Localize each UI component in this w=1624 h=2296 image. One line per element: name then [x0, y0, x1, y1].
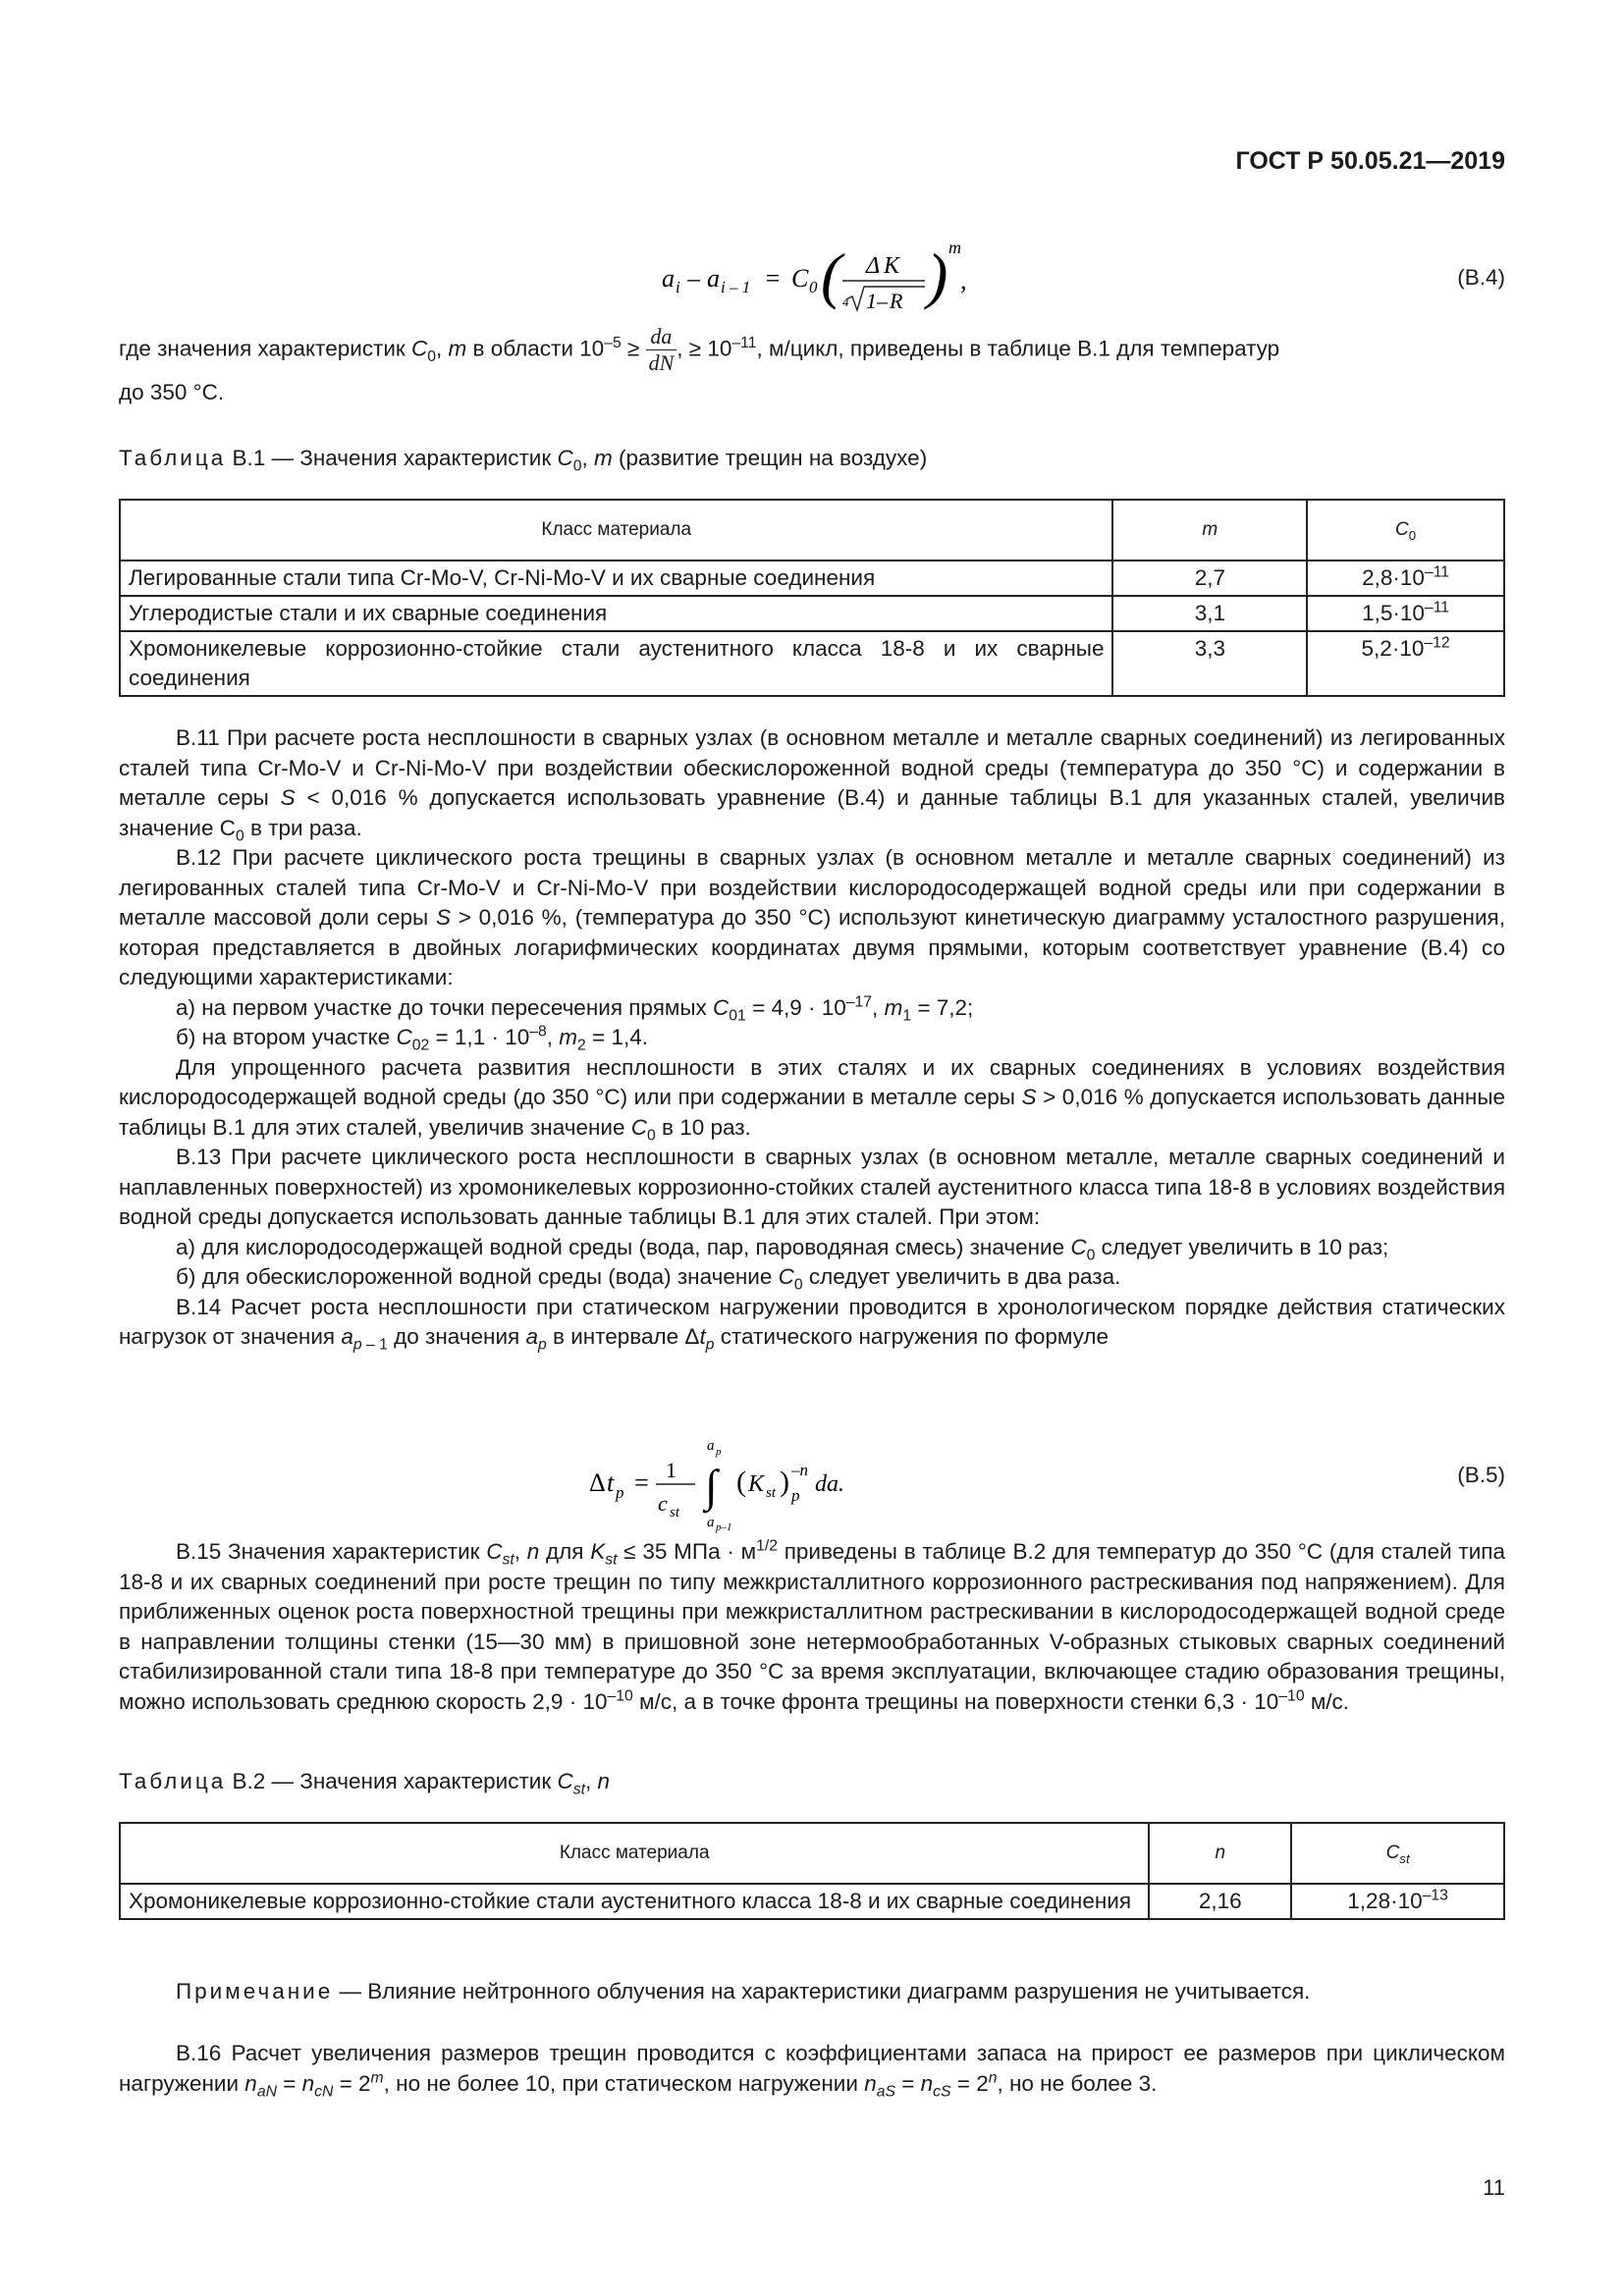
table1-header-c0: $C_0$ [1307, 500, 1504, 561]
body-section-1 [119, 723, 1505, 1353]
body-section-2 [119, 1537, 1505, 1717]
table-row [120, 1884, 1504, 1919]
table1-cell-m: 2,7 [1112, 561, 1307, 596]
table1-cell-m: 3,3 [1112, 631, 1307, 696]
svg-text:0: 0 [809, 278, 818, 296]
svg-text:): ) [927, 240, 948, 310]
table1-cell-c0: $1,5\cdot 10^{-11}$ [1307, 596, 1504, 631]
formula-b5 [579, 1428, 893, 1536]
svg-text:p–1: p–1 [716, 1522, 732, 1533]
formula-b4 [648, 236, 1001, 324]
svg-text:–: – [687, 264, 700, 293]
table1-cell-material: Углеродистые стали и их сварные соединения [120, 596, 1112, 631]
paragraph-b12: В.12 При расчете циклического роста трещины в сварных узлах (в основном металле и металле сварных соединений) из легированных сталей типа Cr-Mo-V и Cr-Ni-Mo-V при воздействии кислородосодержащей водной среды или при содержании в металле массовой доли серы S > 0,016 %, (температура до 350 °С) используют кинетическую диаграмму усталостного разрушения, которая представляется в двойных логарифмических координатах двумя прямыми, которым соответствует уравнение (В.4) со следующими характеристиками: [119, 845, 1505, 989]
svg-text:(: ( [821, 240, 842, 310]
svg-text:a: a [707, 264, 720, 293]
svg-text:p: p [791, 1486, 800, 1505]
svg-text:C: C [791, 264, 809, 293]
table-row [120, 561, 1504, 596]
svg-text:i: i [676, 278, 680, 296]
svg-text:a: a [707, 1438, 715, 1454]
table1-cell-c0: $5,2\cdot 10^{-12}$ [1307, 631, 1504, 696]
svg-text:=: = [634, 1468, 649, 1497]
svg-text:4: 4 [842, 294, 849, 309]
note [119, 1977, 1505, 2007]
svg-text:Δ: Δ [866, 253, 881, 279]
svg-text:1: 1 [666, 1458, 677, 1482]
svg-text:a: a [707, 1515, 715, 1530]
table2-cell-cst: $1,28\cdot 10^{-13}$ [1291, 1884, 1504, 1919]
svg-text:c: c [658, 1491, 668, 1516]
note-prefix: Примечание [176, 1979, 334, 2003]
svg-text:st: st [670, 1505, 680, 1521]
table2-header-material: Класс материала [120, 1823, 1149, 1884]
svg-text:): ) [780, 1466, 789, 1498]
paragraph-b12-b: б) на втором участке $C_{02} = 1,1 \cdot 10^{-8}$, $m_2 = 1,4$. [176, 1023, 648, 1054]
note-text: — Влияние нейтронного облучения на характеристики диаграмм разрушения не учитывается. [333, 1979, 1311, 2003]
paragraph-b12-a: а) на первом участке до точки пересечения прямых $C_{01} = 4,9 \cdot 10^{-17}$, $m_1 = 7,2$; [176, 993, 974, 1024]
table1-header-material: Класс материала [120, 500, 1112, 561]
table2-header-cst: $C_{st}$ [1291, 1823, 1504, 1884]
table-row [120, 596, 1504, 631]
formula-b4-graphic [648, 236, 1001, 324]
table-row [120, 631, 1504, 696]
svg-text:R: R [890, 289, 903, 313]
svg-text:K: K [884, 253, 900, 279]
table1-caption: Таблица В.1 — Значения характеристик $C_0$, m (развитие трещин на воздухе) [119, 446, 928, 475]
table1-header-m: m [1112, 500, 1307, 561]
intro-text: где значения характеристик $C_0$, m в области $10^{-5}$ ≥ $\frac{da}{dN}$ , ≥ $10^{-11}$, м/цикл, приведены в таблице В.1 для температур до 350 °С. [119, 324, 1505, 408]
table2-cell-n: 2,16 [1149, 1884, 1291, 1919]
table2-caption: Таблица В.2 — Значения характеристик $C_{st}$, n [119, 1769, 611, 1798]
svg-text:∫: ∫ [705, 1461, 718, 1511]
page-number: 11 [1483, 2175, 1505, 2200]
table-b1 [119, 499, 1505, 697]
svg-text:p: p [616, 1483, 624, 1502]
da-dN-fraction: $\frac{da}{dN}$ [646, 324, 677, 376]
paragraph-b11: В.11 При расчете роста несплошности в сварных узлах (в основном металле и металле сварных соединений) из легированных сталей типа Cr-Mo-V и Cr-Ni-Mo-V при воздействии обескислороженной водной среды (температура до 350 °С) и содержании в металле серы S < 0,016 % допускается использовать уравнение (В.4) и данные таблицы В.1 для указанных сталей, увеличив значение $С_0$ в три раза. [119, 725, 1505, 844]
svg-text:p: p [716, 1446, 722, 1458]
svg-text:a: a [662, 264, 675, 293]
table1-cell-material: Легированные стали типа Cr-Mo-V, Cr-Ni-Mo-V и их сварные соединения [120, 561, 1112, 596]
svg-text:i – 1: i – 1 [721, 278, 751, 296]
svg-text:t: t [607, 1468, 615, 1497]
paragraph-b12-c: Для упрощенного расчета развития несплошности в этих сталях и их сварных соединениях в условиях воздействия кислородосодержащей водной среды (до 350 °С) или при содержании в металле серы S > 0,016 % допускается использовать данные таблицы В.1 для этих сталей, увеличив значение $C_0$ в 10 раз. [119, 1054, 1505, 1144]
table2-header-n: n [1149, 1823, 1291, 1884]
document-id: ГОСТ Р 50.05.21—2019 [1235, 147, 1505, 175]
table2-cell-material: Хромоникелевые коррозионно-стойкие стали аустенитного класса 18-8 и их сварные соединения [120, 1884, 1149, 1919]
svg-text:(: ( [736, 1466, 746, 1498]
paragraph-b14: В.14 Расчет роста несплошности при статическом нагружении проводится в хронологическом порядке действия статических нагрузок от значения $a_{p - 1}$ до значения $a_p$ в интервале $\Delta t_p$ статического нагружения по формуле [119, 1294, 1505, 1354]
svg-text:Δ: Δ [589, 1468, 606, 1497]
paragraph-b15: В.15 Значения характеристик $C_{st}$, n для $K_{st} \le 35$ МПа · $м^{1/2}$ приведены в таблице В.2 для температур до 350 °С (для сталей типа 18-8 и их сварных соединений при росте трещин по типу межкристаллитного коррозионного растрескивания под напряжением). Для приближенных оценок роста поверхностной трещины при межкристаллитном растрескивании в кислородосодержащей водной среде в направлении толщины стенки (15—30 мм) в пришовной зоне нетермообработанных V-образных стыковых сварных соединений стабилизированной стали типа 18-8 при температуре до 350 °С за время эксплуатации, включающее стадию образования трещины, можно использовать среднюю скорость $2,9 \cdot 10^{-10}$ м/с, а в точке фронта трещины на поверхности стенки $6,3 \cdot 10^{-10}$ м/с. [119, 1537, 1505, 1714]
svg-text:st: st [766, 1485, 777, 1501]
intro-line2: до 350 °С. [119, 380, 225, 404]
svg-text:da.: da. [815, 1471, 844, 1497]
table1-cell-m: 3,1 [1112, 596, 1307, 631]
paragraph-b13-b: б) для обескислороженной водной среды (вода) значение $C_0$ следует увеличить в два раза. [176, 1264, 1121, 1294]
formula-b4-label: (B.4) [1457, 265, 1505, 290]
svg-text:,: , [960, 266, 967, 294]
paragraph-b16: В.16 Расчет увеличения размеров трещин проводится с коэффициентами запаса на прирост ее размеров при циклическом нагружении $n_{aN} = n_{cN} = 2^m$, но не более 10, при статическом нагружении $n_{aS} = n_{cS} = 2^n$, но не более 3. [119, 2041, 1505, 2100]
table-b2 [119, 1822, 1505, 1920]
table1-cell-c0: $2,8\cdot 10^{-11}$ [1307, 561, 1504, 596]
svg-text:1–: 1– [866, 289, 888, 313]
paragraph-b13-a: а) для кислородосодержащей водной среды (вода, пар, пароводяная смесь) значение $C_0$ следует увеличить в 10 раз; [176, 1234, 1389, 1263]
svg-text:K: K [748, 1471, 765, 1497]
svg-text:=: = [764, 264, 782, 293]
formula-b5-graphic [579, 1428, 893, 1536]
table1-cell-material: Хромоникелевые коррозионно-стойкие стали аустенитного класса 18-8 и их сварные соединения [120, 631, 1112, 696]
svg-text:–n: –n [791, 1461, 808, 1479]
formula-b5-label: (В.5) [1457, 1463, 1505, 1487]
paragraph-b13: В.13 При расчете циклического роста несплошности в сварных узлах (в основном металле, металле сварных соединений и наплавленных поверхностей) из хромоникелевых коррозионно-стойких сталей аустенитного класса типа 18-8 в условиях воздействия водной среды допускается использовать данные таблицы В.1 для этих сталей. При этом: [119, 1145, 1505, 1229]
svg-text:m: m [948, 238, 961, 257]
